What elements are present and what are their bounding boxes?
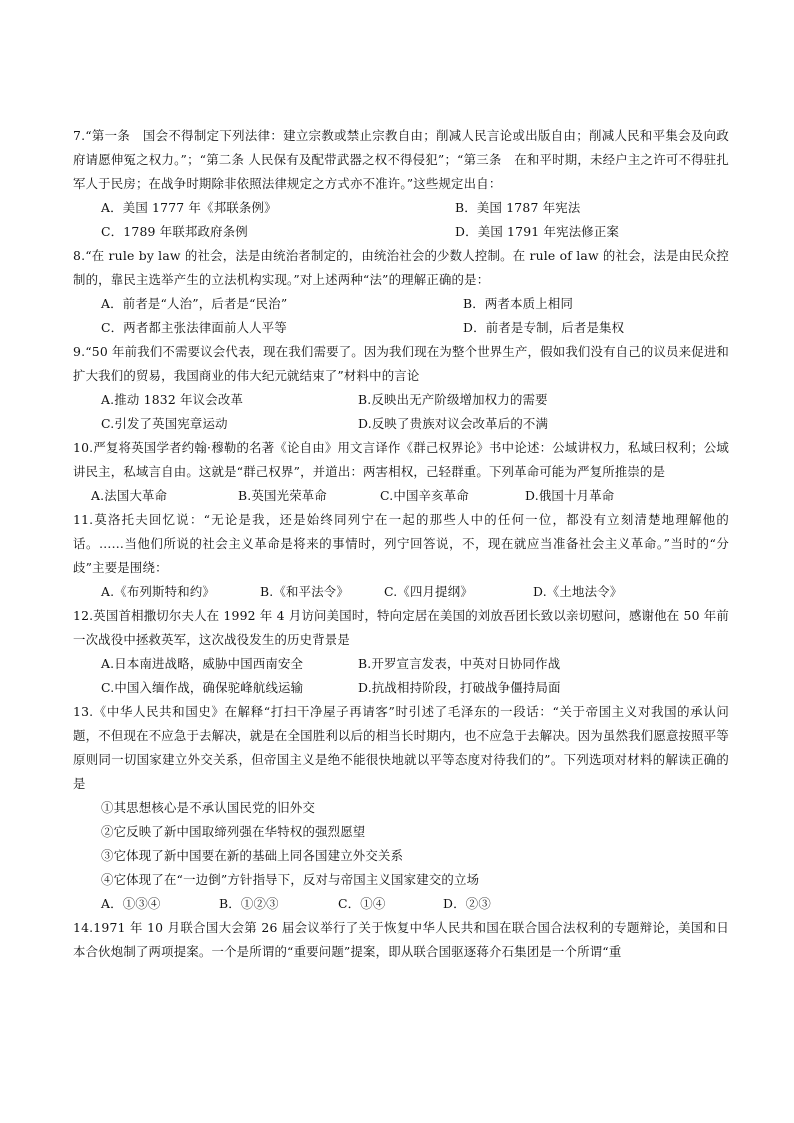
question-7-options [73, 196, 729, 220]
question-11-option-a: A.《布列斯特和约》 [101, 584, 216, 599]
question-11-option-b: B.《和平法令》 [260, 584, 349, 599]
question-7-options-row2 [73, 220, 729, 244]
question-11-option-d: D.《土地法令》 [533, 584, 623, 599]
question-10-option-a: A.法国大革命 [91, 488, 168, 503]
question-10-option-d: D.俄国十月革命 [525, 488, 615, 503]
question-9-option-c: C.引发了英国宪章运动 [101, 416, 228, 431]
question-13-item-3: ③它体现了新中国要在新的基础上同各国建立外交关系 [101, 848, 404, 863]
question-8-options-row2 [73, 316, 729, 340]
question-9-option-a: A.推动 1832 年议会改革 [101, 392, 244, 407]
question-8-option-c: C．两者都主张法律面前人人平等 [101, 320, 287, 335]
question-12-option-d: D.抗战相持阶段，打破战争僵持局面 [358, 680, 561, 695]
question-13-stem: 13.《中华人民共和国史》在解释“打扫干净屋子再请客”时引述了毛泽东的一段话：“关于帝国主义对我国的承认问题，不但现在不应急于去解决，就是在全国胜利以后的相当长时期内，也不应急于去解决。因为虽然我们愿意按照平等原则同一切国家建立外交关系，但帝国主义是绝不能很快地就以平等态度对待我们的”。下列选项对材料的解读正确的是 [73, 704, 729, 791]
question-12-option-c: C.中国入缅作战，确保驼峰航线运输 [101, 680, 304, 695]
question-9-stem: 9.“50 年前我们不需要议会代表，现在我们需要了。因为我们现在为整个世界生产，假如我们没有自己的议员来促进和扩大我们的贸易，我国商业的伟大纪元就结束了”材料中的言论 [73, 344, 730, 383]
question-10-option-c: C.中国辛亥革命 [380, 488, 469, 503]
question-9-options-row2 [73, 412, 729, 436]
question-7-option-b: B．美国 1787 年宪法 [455, 200, 581, 215]
question-11-option-c: C.《四月提纲》 [384, 584, 473, 599]
question-7-option-d: D．美国 1791 年宪法修正案 [455, 224, 620, 239]
question-13-options [73, 892, 729, 916]
question-12-options-row2 [73, 676, 729, 700]
question-10-option-b: B.英国光荣革命 [238, 488, 327, 503]
question-9-option-b: B.反映出无产阶级增加权力的需要 [358, 392, 548, 407]
question-12-options [73, 652, 729, 676]
question-9-options [73, 388, 729, 412]
question-12-option-b: B.开罗宣言发表，中英对日协同作战 [358, 656, 561, 671]
question-11-options [73, 580, 729, 604]
question-8-option-d: D．前者是专制，后者是集权 [463, 320, 625, 335]
question-8-option-a: A．前者是“人治”，后者是“民治” [101, 296, 288, 311]
question-11-stem: 11.莫洛托夫回忆说：“无论是我，还是始终同列宁在一起的那些人中的任何一位，都没有立刻清楚地理解他的话。……当他们所说的社会主义革命是将来的事情时，列宁回答说，不，现在就应当准备社会主义革命。”当时的“分歧”主要是围绕： [73, 512, 729, 575]
question-8-stem: 8.“在 rule by law 的社会，法是由统治者制定的，由统治社会的少数人控制。在 rule of law 的社会，法是由民众控制的，靠民主选举产生的立法机构实现。”对上述两种“法”的理解正确的是： [73, 248, 729, 287]
question-7-stem: 7.“第一条 国会不得制定下列法律：建立宗教或禁止宗教自由；削减人民言论或出版自由；削减人民和平集会及向政府请愿伸冤之权力。”；“第二条 人民保有及配带武器之权不得侵犯”；“第三条 在和平时期，未经户主之许可不得驻扎军人于民房；在战争时期除非依照法律规定之方式亦不准许。”这些规定出自： [73, 128, 729, 191]
question-10-stem: 10.严复将英国学者约翰·穆勒的名著《论自由》用文言译作《群己权界论》书中论述：公域讲权力，私域曰权利；公域讲民主，私域言自由。这就是“群己权界”，并道出：两害相权，己轻群重。下列革命可能为严复所推崇的是 [73, 440, 729, 479]
question-10-options [73, 484, 729, 508]
question-9-option-d: D.反映了贵族对议会改革后的不满 [358, 416, 549, 431]
question-13-option-d: D．②③ [443, 896, 491, 911]
question-list [73, 124, 729, 964]
question-13-item-1: ①其思想核心是不承认国民党的旧外交 [101, 800, 316, 815]
question-13-option-a: A．①③④ [101, 896, 161, 911]
question-7-option-c: C．1789 年联邦政府条例 [101, 224, 248, 239]
question-7-option-a: A．美国 1777 年《邦联条例》 [101, 200, 277, 215]
question-13-option-b: B．①②③ [219, 896, 279, 911]
question-13-item-4: ④它体现了在“一边倒”方针指导下，反对与帝国主义国家建交的立场 [101, 872, 480, 887]
question-13-option-c: C．①④ [338, 896, 386, 911]
question-13-item-2: ②它反映了新中国取缔列强在华特权的强烈愿望 [101, 824, 366, 839]
question-8-options [73, 292, 729, 316]
question-12-option-a: A.日本南进战略，威胁中国西南安全 [101, 656, 304, 671]
question-8-option-b: B．两者本质上相同 [463, 296, 574, 311]
question-12-stem: 12.英国首相撒切尔夫人在 1992 年 4 月访问美国时，特向定居在美国的刘放吾团长致以亲切慰问，感谢他在 50 年前一次战役中拯救英军，这次战役发生的历史背景是 [73, 608, 729, 647]
question-14-stem: 14.1971 年 10 月联合国大会第 26 届会议举行了关于恢复中华人民共和国在联合国合法权利的专题辩论，美国和日本合伙炮制了两项提案。一个是所谓的“重要问题”提案，即从联合国驱逐蒋介石集团是一个所谓“重 [73, 920, 729, 959]
